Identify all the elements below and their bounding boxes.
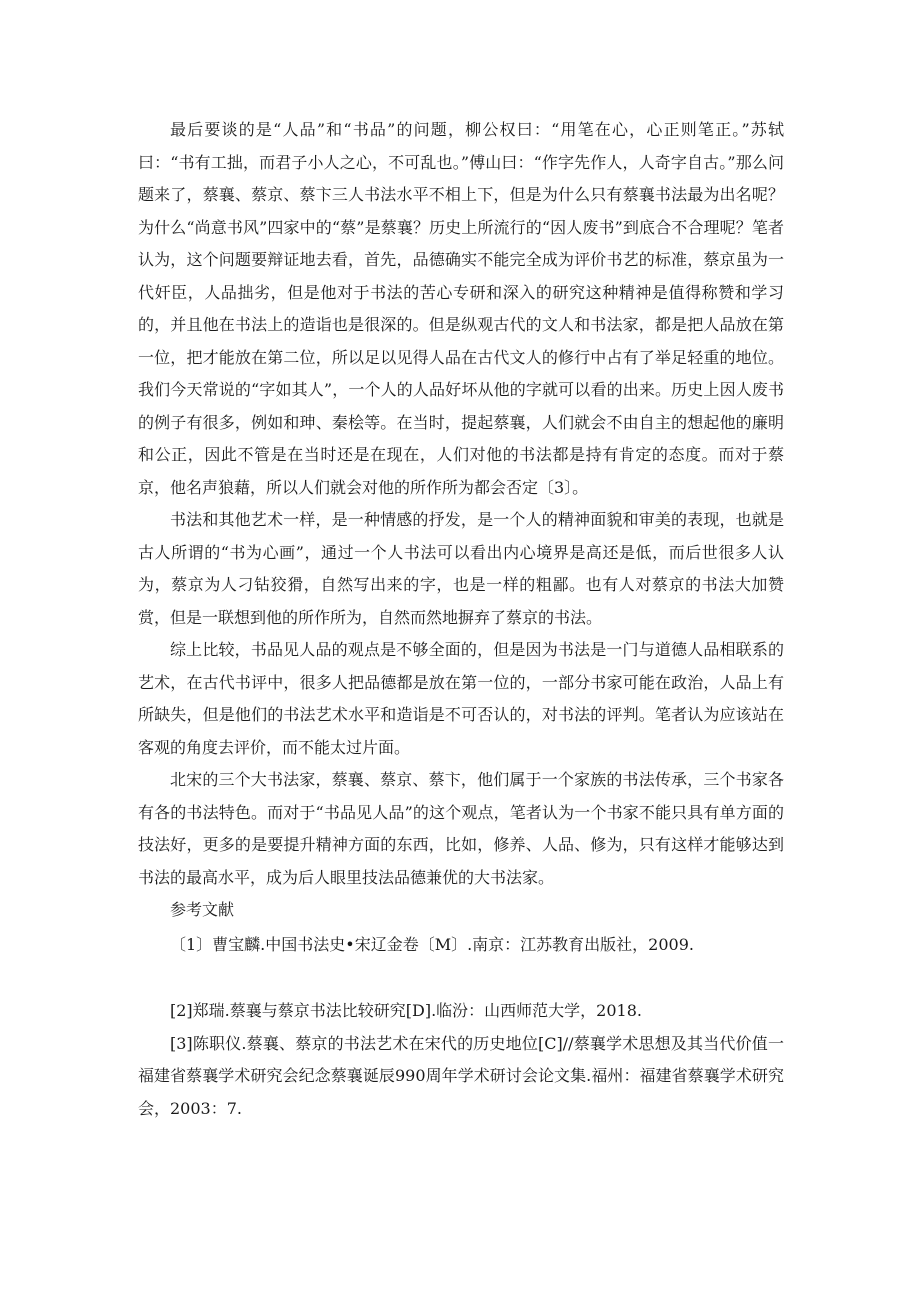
body-paragraph-4: 北宋的三个大书法家，蔡襄、蔡京、蔡卞，他们属于一个家族的书法传承，三个书家各有各的书法特色。而对于“书品见人品”的这个观点，笔者认为一个书家不能只具有单方面的技法好，更多的是要提升精神方面的东西，比如，修养、人品、修为，只有这样才能够达到书法的最高水平，成为后人眼里技法品德兼优的大书法家。 [138,770,784,887]
reference-item-1: 〔1〕曹宝麟.中国书法史•宋辽金卷〔M〕.南京：江苏教育出版社，2009. [170,934,694,954]
body-paragraph-3: 综上比较，书品见人品的观点是不够全面的，但是因为书法是一门与道德人品相联系的艺术，在古代书评中，很多人把品德都是放在第一位的，一部分书家可能在政治，人品上有所缺失，但是他们的书法艺术水平和造诣是不可否认的，对书法的评判。笔者认为应该站在客观的角度去评价，而不能太过片面。 [138,640,784,757]
body-paragraph-1: 最后要谈的是“人品”和“书品”的问题，柳公权曰：“用笔在心，心正则笔正。”苏轼曰：“书有工拙，而君子小人之心，不可乱也。”傅山曰：“作字先作人，人奇字自古。”那么问题来了，蔡襄、蔡京、蔡卞三人书法水平不相上下，但是为什么只有蔡襄书法最为出名呢？为什么“尚意书风”四家中的“蔡”是蔡襄？历史上所流行的“因人废书”到底合不合理呢？笔者认为，这个问题要辩证地去看，首先，品德确实不能完全成为评价书艺的标准，蔡京虽为一代奸臣，人品拙劣，但是他对于书法的苦心专研和深入的研究这种精神是值得称赞和学习的，并且他在书法上的造诣也是很深的。但是纵观古代的文人和书法家，都是把人品放在第一位，把才能放在第二位，所以足以见得人品在古代文人的修行中占有了举足轻重的地位。我们今天常说的“字如其人”，一个人的人品好坏从他的字就可以看的出来。历史上因人废书的例子有很多，例如和珅、秦桧等。在当时，提起蔡襄，人们就会不由自主的想起他的廉明和公正，因此不管是在当时还是在现在，人们对他的书法都是持有肯定的态度。而对于蔡京，他名声狼藉，所以人们就会对他的所作所为都会否定〔3〕。 [138,120,784,497]
body-paragraph-2: 书法和其他艺术一样，是一种情感的抒发，是一个人的精神面貌和审美的表现，也就是古人所谓的“书为心画”，通过一个人书法可以看出内心境界是高还是低，而后世很多人认为，蔡京为人刁钻狡猾，自然写出来的字，也是一样的粗鄙。也有人对蔡京的书法大加赞赏，但是一联想到他的所作所为，自然而然地摒弃了蔡京的书法。 [138,510,784,627]
document-page [138,114,784,1125]
reference-item-2: [2]郑瑞.蔡襄与蔡京书法比较研究[D].临汾：山西师范大学，2018. [170,1001,642,1020]
reference-item-3: [3]陈职仪.蔡襄、蔡京的书法艺术在宋代的历史地位[C]//蔡襄学术思想及其当代价值一福建省蔡襄学术研究会纪念蔡襄诞辰990周年学术研讨会论文集.福州：福建省蔡襄学术研究会，2003：7. [138,1033,784,1118]
references-heading: 参考文献 [170,900,235,919]
